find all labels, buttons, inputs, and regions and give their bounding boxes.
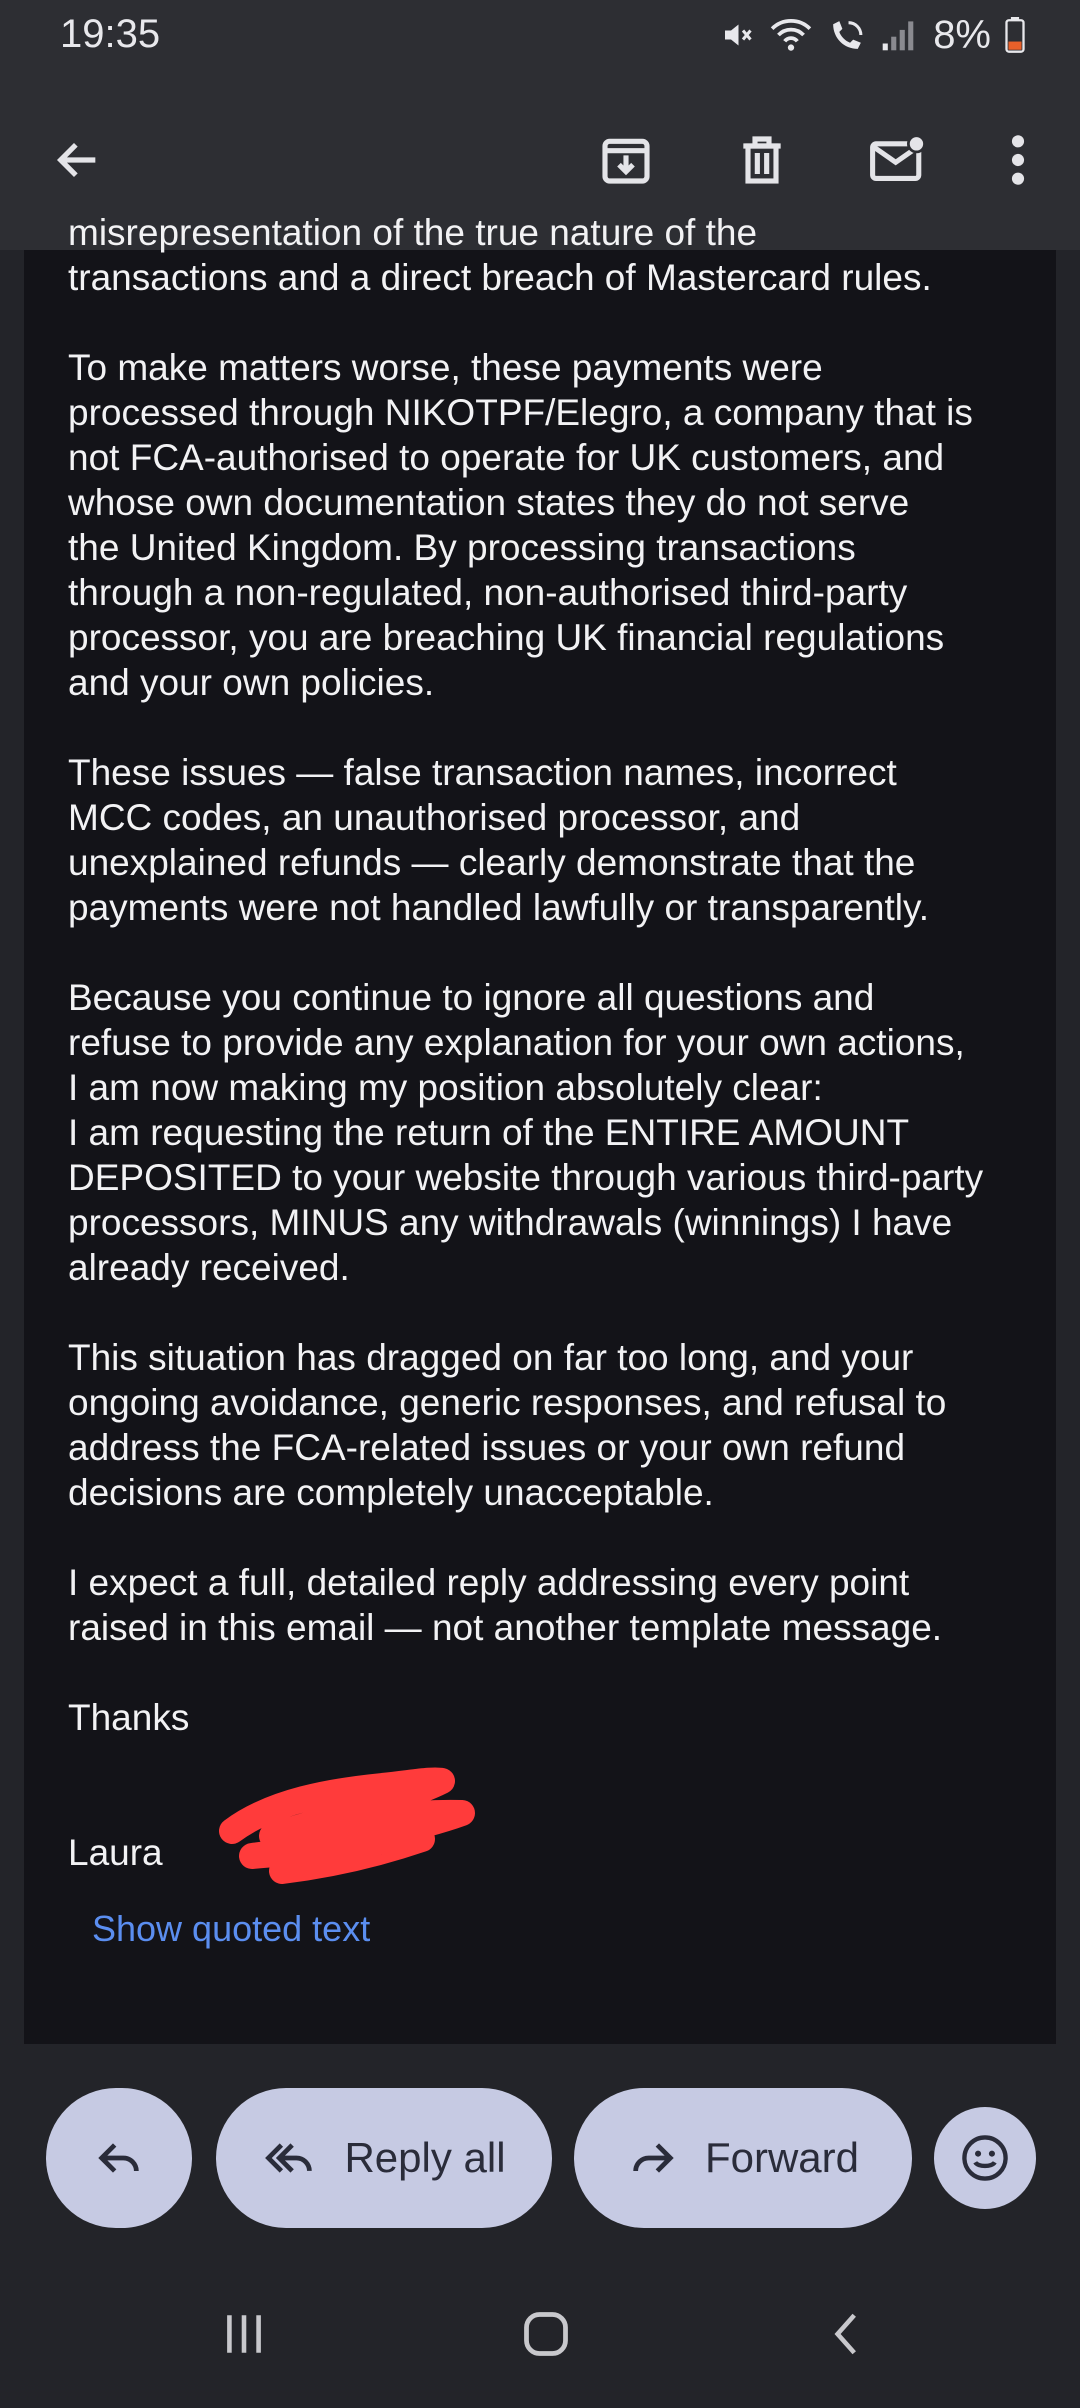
mute-icon <box>719 17 755 53</box>
delete-button[interactable] <box>724 122 800 198</box>
battery-percent: 8% <box>933 12 991 57</box>
email-body <box>24 212 1056 2044</box>
reply-icon <box>93 2132 145 2184</box>
home-button[interactable] <box>506 2302 586 2366</box>
recents-button[interactable] <box>204 2302 284 2366</box>
email-paragraph: These issues — false transaction names, incorrect MCC codes, an unauthorised processor, and unexplained refunds — clearly demonstrate that the payments were not handled lawfully or transparently. <box>68 752 930 928</box>
email-text <box>68 210 1048 1965</box>
system-nav-bar <box>0 2260 1080 2408</box>
mark-unread-button[interactable] <box>860 122 936 198</box>
battery-low-icon <box>1005 17 1025 53</box>
status-bar <box>0 0 1080 70</box>
show-quoted-text-link[interactable]: Show quoted text <box>92 1908 371 1949</box>
email-paragraph: misrepresentation of the true nature of the transactions and a direct breach of Mastercard rules. <box>68 212 932 298</box>
forward-label: Forward <box>704 2134 860 2181</box>
email-signature: Laura <box>68 1832 163 1873</box>
redaction-scribble <box>212 1761 482 1881</box>
more-options-button[interactable] <box>980 122 1056 198</box>
email-action-row <box>0 2088 1080 2228</box>
reply-all-button[interactable] <box>216 2088 552 2228</box>
reply-button[interactable] <box>46 2088 192 2228</box>
recents-icon <box>219 2309 269 2359</box>
status-time: 19:35 <box>60 12 161 56</box>
back-button[interactable] <box>40 122 116 198</box>
wifi-calling-icon <box>827 17 867 53</box>
wifi-icon <box>769 17 813 53</box>
forward-icon <box>627 2132 679 2184</box>
archive-icon <box>598 132 654 188</box>
system-back-button[interactable] <box>808 2302 888 2366</box>
status-icons <box>719 12 1025 58</box>
reply-all-label: Reply all <box>344 2134 506 2181</box>
smiley-icon <box>959 2132 1011 2184</box>
home-icon <box>520 2308 572 2360</box>
email-paragraph: Because you continue to ignore all questions and refuse to provide any explanation for your own actions, I am now making my position absolutely clear: I am requesting the return of the ENTIRE AMOUNT DEPOSITED to your website through various third-party processors, MINUS any withdrawals (winnings) I have already received. <box>68 977 984 1288</box>
trash-icon <box>734 132 790 188</box>
archive-button[interactable] <box>588 122 664 198</box>
back-arrow-icon <box>52 134 104 186</box>
signal-icon <box>881 18 915 52</box>
chevron-left-icon <box>823 2309 873 2359</box>
emoji-reaction-button[interactable] <box>934 2107 1036 2209</box>
reply-all-icon <box>262 2132 318 2184</box>
email-paragraph: I expect a full, detailed reply addressing every point raised in this email — not another template message. <box>68 1562 943 1648</box>
email-closing: Thanks <box>68 1697 190 1738</box>
more-vert-icon <box>1008 132 1028 188</box>
email-signature-line <box>68 1785 1048 1920</box>
forward-button[interactable] <box>574 2088 912 2228</box>
email-paragraph: To make matters worse, these payments were processed through NIKOTPF/Elegro, a company that is not FCA-authorised to operate for UK customers, and whose own documentation states they do not serve the United Kingdom. By processing transactions through a non-regulated, non-authorised third-party processor, you are breaching UK financial regulations and your own policies. <box>68 347 973 703</box>
mark-unread-icon <box>868 132 928 188</box>
email-paragraph: This situation has dragged on far too long, and your ongoing avoidance, generic responses, and refusal to address the FCA-related issues or your own refund decisions are completely unacceptable. <box>68 1337 947 1513</box>
